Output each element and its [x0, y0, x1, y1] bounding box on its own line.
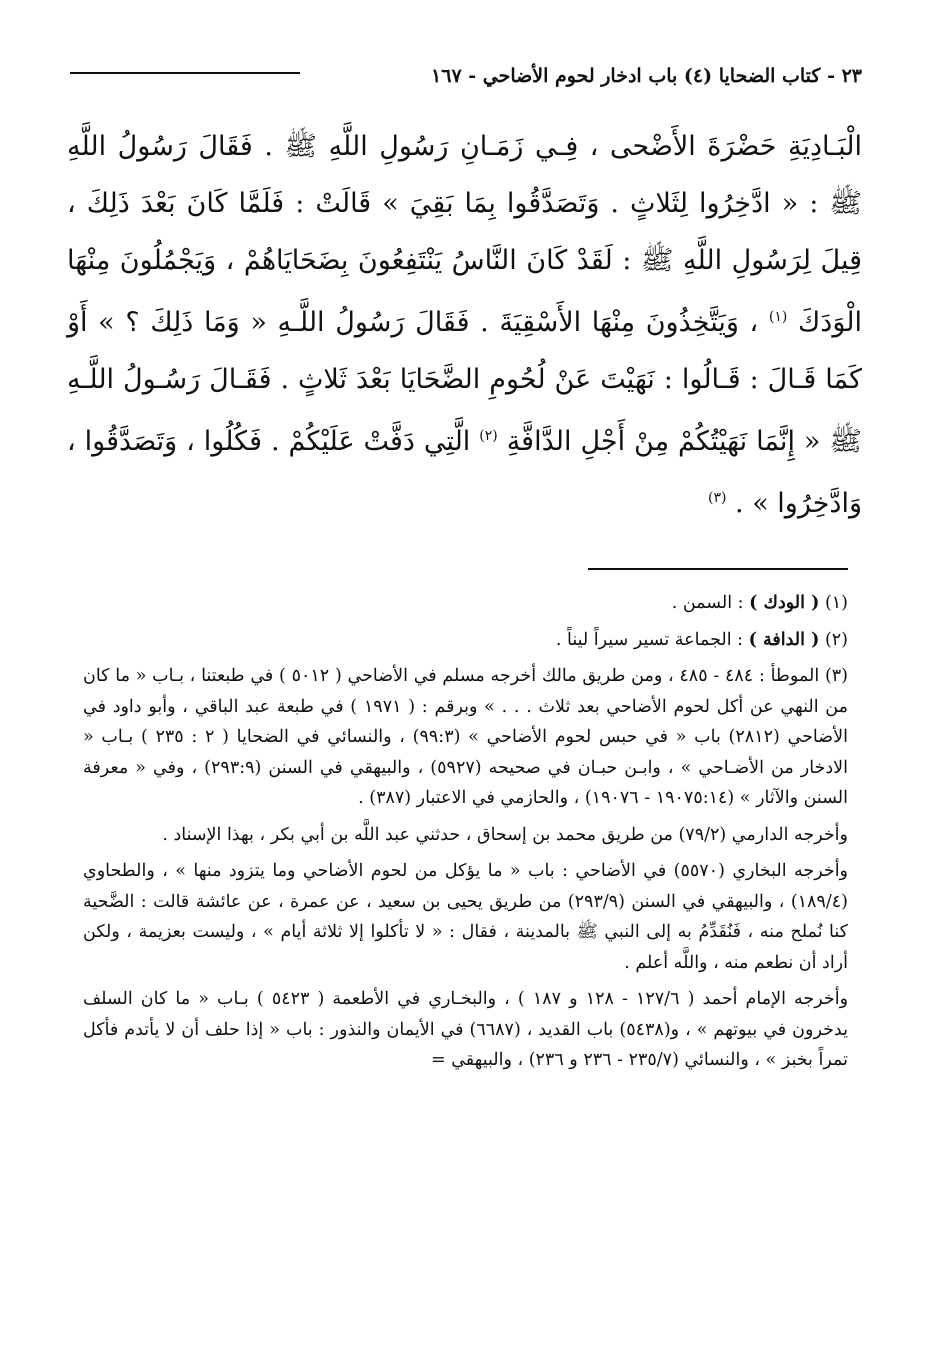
footnote-rule: [588, 568, 848, 570]
footnote-ref-1: (١): [768, 309, 788, 325]
hadith-text-part2: ، وَيَتَّخِذُونَ مِنْهَا الأَسْقِيَةَ . فَقَالَ رَسُولُ اللَّـهِ « وَمَا ذَلِكَ ؟ » أَوْ كَمَا قَـالَ : قَـالُوا : نَهَيْتَ عَنْ لُحُومِ الضَّحَايَا بَعْدَ ثَلاثٍ . فَقَـالَ رَسُـولُ اللَّـهِ ﷺ « إِنَّمَا نَهَيْتُكُمْ مِنْ أَجْلِ الدَّافَّةِ: [67, 307, 862, 457]
footnote-1-text: : السمن .: [671, 593, 744, 613]
footnote-3-paragraph-4: وأخرجه الإمام أحمد ( ١٢٧/٦ - ١٢٨ و ١٨٧ ) ، والبخـاري في الأطعمة ( ٥٤٢٣ ) بـاب « ما كان السلف يدخرون في بيوتهم » ، و(٥٤٣٨) باب القديد ، (٦٦٨٧) في الأيمان والنذور : باب « إذا حلف أن لا يأتدم فأكل تمراً بخبز » ، والنسائي (٢٣٥/٧ - ٢٣٦ و ٢٣٦) ، والبيهقي =: [83, 989, 849, 1070]
footnote-3-text: الموطأ : ٤٨٤ - ٤٨٥ ، ومن طريق مالك أخرجه مسلم في الأضاحي ( ٥٠١٢ ) في طبعتنا ، بـاب « ما كان من النهي عن أكل لحوم الأضاحي بعد ثلاث . . . » وبرقم : ( ١٩٧١ ) في طبعة عبد الباقي ، وأبو داود في الأضاحي (٢٨١٢) باب « في حبس لحوم الأضاحي » (٩٩:٣) ، والنسائي في الضحايا ( ٢ : ٢٣٥ ) بـاب « الادخار من الأضـاحي » ، وابـن حبـان في صحيحه (٥٩٢٧) ، والبيهقي في السنن (٢٩٣:٩) ، وفي « معرفة السنن والآثار » (١٩٠٧٥:١٤ - ١٩٠٧٦) ، والحازمي في الاعتبار (٣٨٧) .: [83, 666, 848, 808]
hadith-paragraph: [67, 118, 862, 532]
footnote-3-paragraph-3: وأخرجه البخاري (٥٥٧٠) في الأضاحي : باب « ما يؤكل من لحوم الأضاحي وما يتزود منها » ، والطحاوي (١٨٩/٤) ، والبيهقي في السنن (٢٩٣/٩) من طريق يحيى بن سعيد ، عن عمرة ، عن عائشة قالت : الضَّحية كنا نُملح منه ، فَنُقَدِّمُ به إلى النبي ﷺ بالمدينة ، فقال : « لا تأكلوا إلا ثلاثة أيام » ، وليست بعزيمة ، ولكن أراد أن نطعم منه ، واللَّه أعلم .: [83, 861, 849, 973]
footnote-1: [83, 588, 848, 619]
footnote-2: [83, 625, 848, 656]
footnote-2-number: (٢): [824, 629, 848, 650]
footnotes: [83, 588, 848, 1082]
hadith-text-part3: الَّتِي دَفَّتْ عَلَيْكُمْ . فَكُلُوا ، وَتَصَدَّقُوا ، وَادَّخِرُوا » .: [67, 426, 862, 519]
footnote-3: [83, 661, 848, 814]
footnote-1-term: ( الودك ): [749, 593, 820, 613]
header-rule: [70, 72, 300, 74]
footnote-3-paragraph-2: وأخرجه الدارمي (٧٩/٢) من طريق محمد بن إسحاق ، حدثني عبد اللَّه بن أبي بكر ، بهذا الإسناد .: [162, 824, 848, 845]
main-text: [67, 118, 862, 532]
running-header: [67, 58, 862, 94]
footnote-ref-3: (٣): [707, 490, 727, 506]
footnote-2-text: : الجماعة تسير سيراً ليناً .: [555, 629, 744, 650]
hadith-text-part1: الْبَـادِيَةِ حَضْرَةَ الأَضْحى ، فِـي زَمَـانِ رَسُولِ اللَّهِ ﷺ . فَقَالَ رَسُولُ اللَّهِ ﷺ : « ادَّخِرُوا لِثَلاثٍ . وَتَصَدَّقُوا بِمَا بَقِيَ » قَالَتْ : فَلَمَّا كَانَ بَعْدَ ذَلِكَ ، قِيلَ لِرَسُولِ اللَّهِ ﷺ : لَقَدْ كَانَ النَّاسُ يَنْتَفِعُونَ بِضَحَايَاهُمْ ، وَيَجْمُلُونَ مِنْهَا الْوَدَكَ: [67, 131, 863, 338]
footnote-ref-2: (٢): [479, 428, 498, 444]
running-title: ٢٣ - كتاب الضحايا (٤) باب ادخار لحوم الأضاحي - ١٦٧: [431, 65, 862, 87]
footnote-3-number: (٣): [824, 666, 848, 686]
footnote-1-number: (١): [824, 593, 848, 613]
footnote-2-term: ( الدافة ): [748, 629, 820, 650]
